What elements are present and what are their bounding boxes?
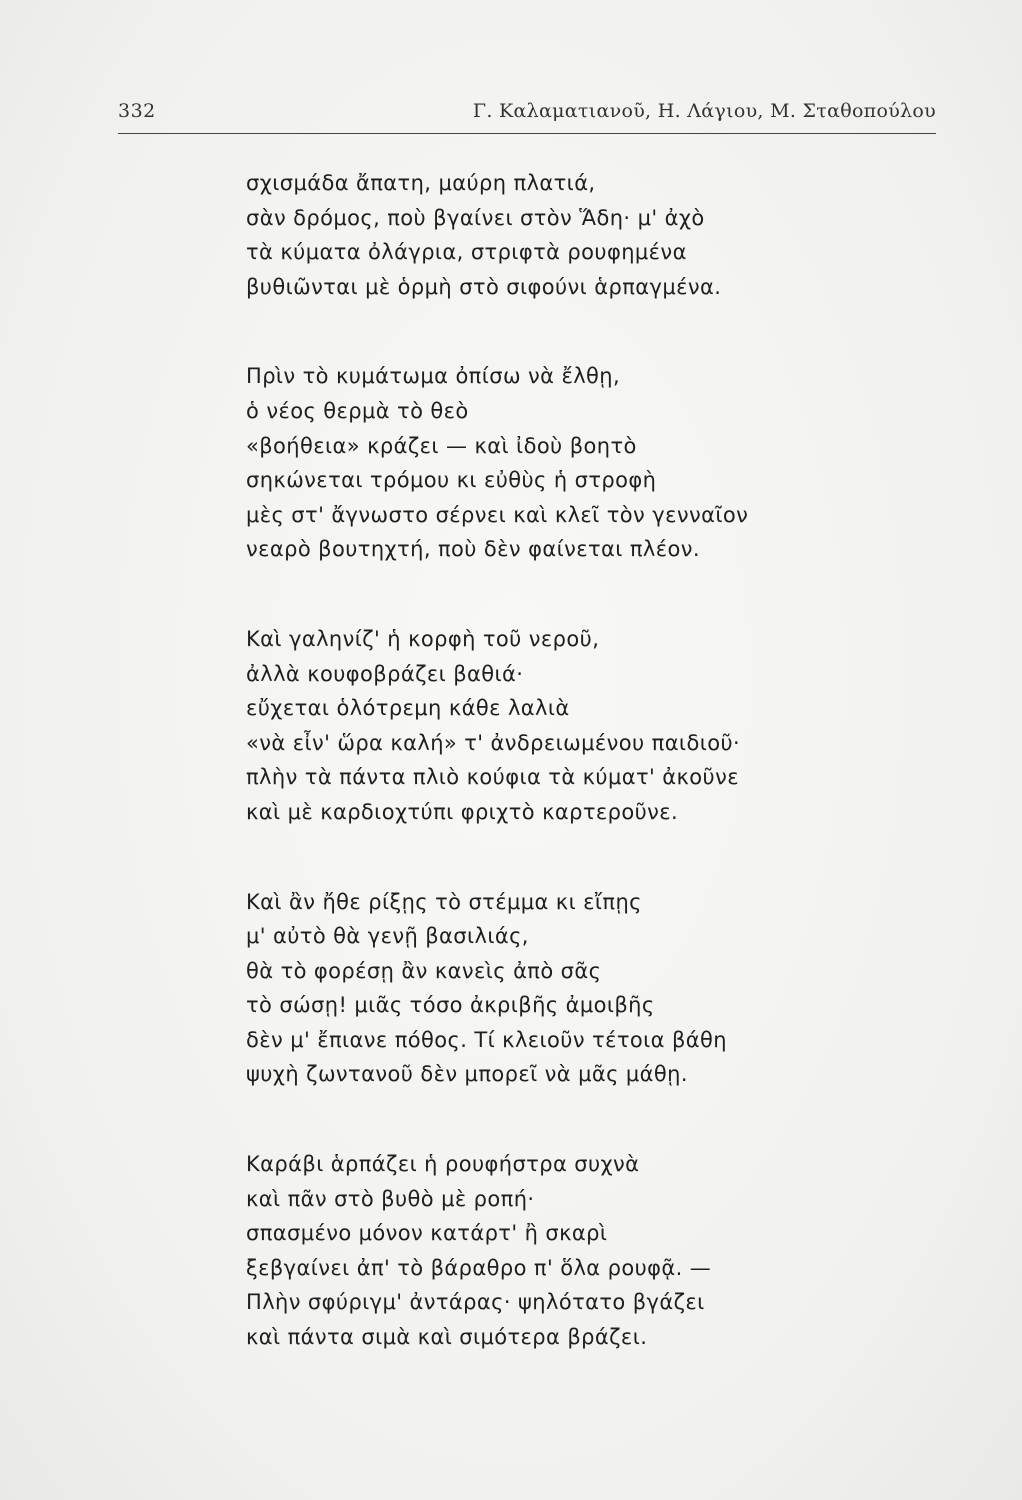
poem-line: «νὰ εἶν' ὥρα καλή» τ' ἀνδρειωμένου παιδιοῦ· [246,730,741,755]
poem-line: τὸ σώσῃ! μιᾶς τόσο ἀκριβῆς ἀμοιβῆς [246,993,655,1018]
poem-line: ἀλλὰ κουφοβράζει βαθιά· [246,661,524,686]
header-rule [118,133,936,134]
poem-line: σχισμάδα ἄπατη, μαύρη πλατιά, [246,171,596,195]
running-title: Γ. Καλαματιανοῦ, Η. Λάγιου, Μ. Σταθοπούλου [472,100,936,122]
poem-line: βυθιῶνται μὲ ὁρμὴ στὸ σιφούνι ἁρπαγμένα. [246,274,722,299]
page-header [118,100,936,134]
poem-line: Καὶ ἂν ἤθε ρίξῃς τὸ στέμμα κι εἴπῃς [246,889,642,914]
page-number: 332 [118,100,156,122]
poem-line: Πλὴν σφύριγμ' ἀντάρας· ψηλότατο βγάζει [246,1290,705,1315]
poem-line: ξεβγαίνει ἀπ' τὸ βάραθρο π' ὅλα ρουφᾷ. — [246,1255,712,1280]
poem-line: Καράβι ἁρπάζει ἡ ρουφήστρα συχνὰ [246,1152,640,1177]
poem-line: μ' αὐτὸ θὰ γενῇ βασιλιάς, [246,924,529,949]
stanza-gap [246,304,886,359]
poem-line: καὶ μὲ καρδιοχτύπι φριχτὸ καρτεροῦνε. [246,799,679,824]
stanza-2 [246,359,886,567]
poem-text [246,166,886,1355]
poem-line: Καὶ γαληνίζ' ἡ κορφὴ τοῦ νεροῦ, [246,626,600,651]
poem-line: ὁ νέος θερμὰ τὸ θεὸ [246,398,469,423]
stanza-gap [246,830,886,885]
stanza-1 [246,166,886,304]
poem-line: νεαρὸ βουτηχτή, ποὺ δὲν φαίνεται πλέον. [246,537,700,562]
stanza-3 [246,622,886,830]
poem-line: πλὴν τὰ πάντα πλιὸ κούφια τὰ κύματ' ἀκοῦνε [246,765,739,790]
poem-line: δὲν μ' ἔπιανε πόθος. Τί κλειοῦν τέτοια βάθη [246,1027,727,1052]
poem-line: «βοήθεια» κράζει — καὶ ἰδοὺ βοητὸ [246,433,637,458]
stanza-4 [246,885,886,1093]
poem-line: Πρὶν τὸ κυμάτωμα ὀπίσω νὰ ἔλθῃ, [246,364,621,389]
poem-line: τὰ κύματα ὀλάγρια, στριφτὰ ρουφημένα [246,240,687,265]
poem-line: ψυχὴ ζωντανοῦ δὲν μπορεῖ νὰ μᾶς μάθῃ. [246,1062,688,1087]
poem-line: σηκώνεται τρόμου κι εὐθὺς ἡ στροφὴ [246,468,657,493]
stanza-gap [246,1092,886,1147]
stanza-gap [246,567,886,622]
stanza-5 [246,1147,886,1355]
poem-line: εὔχεται ὁλότρεμη κάθε λαλιὰ [246,696,570,721]
poem-line: θὰ τὸ φορέσῃ ἂν κανεὶς ἀπὸ σᾶς [246,958,602,983]
poem-line: σὰν δρόμος, ποὺ βγαίνει στὸν Ἅδη· μ' ἀχὸ [246,205,705,230]
poem-line: σπασμένο μόνον κατάρτ' ἢ σκαρὶ [246,1221,608,1246]
poem-line: καὶ πᾶν στὸ βυθὸ μὲ ροπή· [246,1186,535,1211]
poem-line: μὲς στ' ἄγνωστο σέρνει καὶ κλεῖ τὸν γενναῖον [246,502,749,527]
poem-line: καὶ πάντα σιμὰ καὶ σιμότερα βράζει. [246,1325,648,1350]
